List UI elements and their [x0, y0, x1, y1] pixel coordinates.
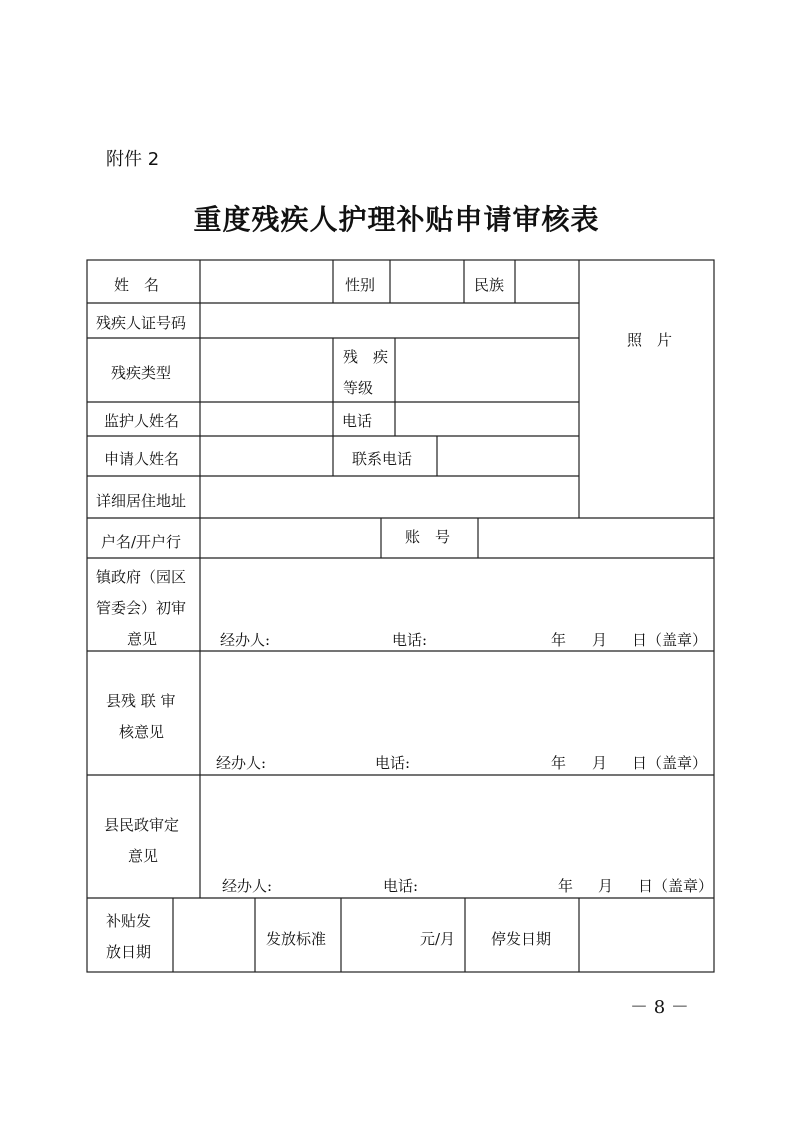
stop-date-label: 停发日期 — [491, 930, 552, 948]
disability-id-label: 残疾人证号码 — [96, 314, 187, 332]
county-dpf-label-1: 县残 联 审 — [106, 692, 176, 710]
address-label: 详细居住地址 — [96, 492, 187, 510]
dpf-date-day-seal: 日（盖章） — [632, 754, 708, 772]
contact-phone-label: 联系电话 — [352, 450, 413, 468]
civil-date-month: 月 — [598, 877, 614, 895]
subsidy-date-label-2: 放日期 — [106, 943, 152, 961]
photo-label: 照 片 — [627, 331, 673, 349]
account-number-label: 账 号 — [405, 528, 451, 546]
payment-standard-label: 发放标准 — [266, 930, 327, 948]
town-handler-label: 经办人: — [220, 631, 271, 649]
ethnicity-label: 民族 — [474, 276, 505, 294]
disability-level-label-2: 等级 — [343, 379, 374, 397]
county-civil-label-2: 意见 — [128, 847, 159, 865]
town-date-year: 年 — [551, 631, 567, 649]
dpf-sig-phone-label: 电话: — [375, 754, 411, 772]
attachment-label: 附件 2 — [106, 149, 160, 170]
gender-label: 性别 — [345, 276, 376, 294]
dpf-date-year: 年 — [551, 754, 567, 772]
name-label: 姓 名 — [114, 276, 160, 294]
town-date-month: 月 — [592, 631, 608, 649]
civil-sig-phone-label: 电话: — [383, 877, 419, 895]
town-opinion-label-3: 意见 — [127, 630, 158, 648]
county-civil-label-1: 县民政审定 — [104, 816, 180, 834]
dpf-date-month: 月 — [592, 754, 608, 772]
subsidy-date-label-1: 补贴发 — [106, 912, 152, 930]
guardian-name-label: 监护人姓名 — [104, 412, 180, 430]
page-number: － 8 － — [630, 997, 689, 1018]
county-dpf-label-2: 核意见 — [119, 723, 165, 741]
town-opinion-label-1: 镇政府（园区 — [96, 568, 187, 586]
guardian-phone-label: 电话 — [342, 412, 373, 430]
account-name-bank-label: 户名/开户行 — [101, 533, 182, 551]
civil-date-day-seal: 日（盖章） — [638, 877, 714, 895]
disability-type-label: 残疾类型 — [111, 364, 172, 382]
yuan-per-month-unit: 元/月 — [420, 930, 456, 948]
town-date-day-seal: 日（盖章） — [632, 631, 708, 649]
civil-handler-label: 经办人: — [222, 877, 273, 895]
dpf-handler-label: 经办人: — [216, 754, 267, 772]
disability-level-label-1: 残 疾 — [343, 348, 389, 366]
town-opinion-label-2: 管委会）初审 — [96, 599, 187, 617]
civil-date-year: 年 — [558, 877, 574, 895]
town-sig-phone-label: 电话: — [392, 631, 428, 649]
applicant-name-label: 申请人姓名 — [104, 450, 180, 468]
form-title: 重度残疾人护理补贴申请审核表 — [193, 203, 600, 236]
